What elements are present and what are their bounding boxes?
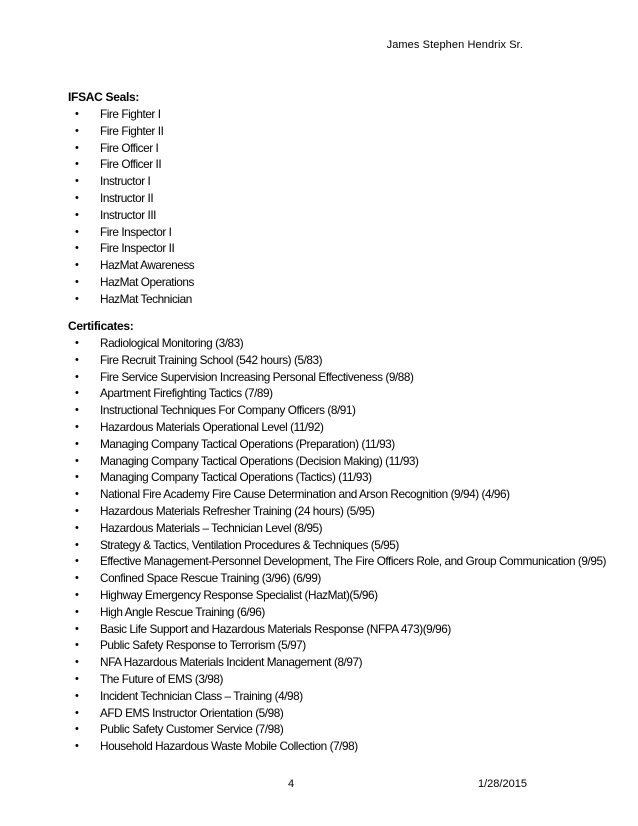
- bullet-icon: •: [75, 706, 79, 719]
- list-item-text: Instructor I: [100, 174, 151, 189]
- bullet-icon: •: [75, 454, 79, 467]
- list-item: [68, 291, 618, 308]
- list-item: [68, 224, 618, 241]
- list-item: [68, 453, 618, 470]
- list-item-text: Fire Fighter II: [100, 123, 164, 138]
- list-item: [68, 486, 618, 503]
- bullet-icon: •: [75, 437, 79, 450]
- list-item-text: Confined Space Rescue Training (3/96) (6/99): [100, 571, 321, 586]
- list-item: [68, 587, 618, 604]
- list-item: [68, 721, 618, 738]
- footer-date: 1/28/2015: [478, 778, 527, 790]
- bullet-icon: •: [75, 656, 79, 669]
- list-item-text: Managing Company Tactical Operations (Preparation) (11/93): [100, 436, 395, 451]
- list-item: [68, 604, 618, 621]
- list-item-text: Radiological Monitoring (3/83): [100, 336, 244, 350]
- bullet-icon: •: [75, 337, 79, 349]
- bullet-icon: •: [75, 124, 79, 137]
- bullet-icon: •: [75, 275, 79, 288]
- list-item-text: Instructional Techniques For Company Officers (8/91): [100, 403, 356, 418]
- bullet-icon: •: [75, 588, 79, 601]
- list-item-text: Hazardous Materials – Technician Level (8/95): [100, 520, 323, 535]
- list-item: [68, 688, 618, 705]
- list-item: [68, 106, 618, 123]
- bullet-icon: •: [75, 471, 79, 484]
- list-item-text: Fire Service Supervision Increasing Personal Effectiveness (9/88): [100, 369, 414, 384]
- list-item-text: HazMat Awareness: [100, 258, 195, 273]
- list-item: [68, 570, 618, 587]
- list-item-text: Basic Life Support and Hazardous Materials Response (NFPA 473)(9/96): [100, 621, 451, 636]
- bullet-icon: •: [75, 141, 79, 154]
- list-item-text: Fire Recruit Training School (542 hours) (5/83): [100, 352, 323, 367]
- bullet-icon: •: [75, 689, 79, 702]
- certificates-heading: Certificates:: [68, 319, 134, 333]
- list-item: [68, 553, 618, 570]
- list-item: [68, 140, 618, 157]
- bullet-icon: •: [75, 242, 79, 255]
- list-item: [68, 385, 618, 402]
- list-item: [68, 738, 618, 755]
- list-item-text: The Future of EMS (3/98): [100, 671, 223, 686]
- ifsac-seals-section: [68, 89, 618, 308]
- list-item-text: HazMat Operations: [100, 274, 194, 289]
- bullet-icon: •: [75, 370, 79, 383]
- bullet-icon: •: [75, 387, 79, 400]
- list-item: [68, 419, 618, 436]
- certificates-section: [68, 318, 618, 755]
- list-item-text: Highway Emergency Response Specialist (HazMat)(5/96): [100, 587, 378, 602]
- list-item-text: Instructor II: [100, 190, 154, 205]
- bullet-icon: •: [75, 639, 79, 652]
- list-item: [68, 671, 618, 688]
- list-item: [68, 537, 618, 554]
- list-item-text: High Angle Rescue Training (6/96): [100, 604, 265, 619]
- list-item: [68, 621, 618, 638]
- list-item-text: Hazardous Materials Refresher Training (24 hours) (5/95): [100, 503, 375, 518]
- list-item: [68, 436, 618, 453]
- bullet-icon: •: [75, 225, 79, 238]
- bullet-icon: •: [75, 672, 79, 685]
- header-author-name: James Stephen Hendrix Sr.: [386, 39, 523, 51]
- list-item-text: HazMat Technician: [100, 291, 192, 306]
- list-item-text: NFA Hazardous Materials Incident Management (8/97): [100, 655, 363, 670]
- footer-page-number: 4: [288, 778, 295, 790]
- list-item-text: Apartment Firefighting Tactics (7/89): [100, 386, 273, 401]
- list-item-text: Fire Inspector II: [100, 241, 175, 256]
- list-item: [68, 240, 618, 257]
- list-item-text: Managing Company Tactical Operations (Tactics) (11/93): [100, 470, 372, 485]
- list-item-text: Fire Fighter I: [100, 107, 161, 121]
- bullet-icon: •: [75, 605, 79, 618]
- list-item-text: Managing Company Tactical Operations (Decision Making) (11/93): [100, 453, 419, 468]
- list-item: [68, 520, 618, 537]
- bullet-icon: •: [75, 108, 79, 120]
- list-item: [68, 469, 618, 486]
- list-item-text: Fire Inspector I: [100, 224, 172, 239]
- bullet-icon: •: [75, 488, 79, 501]
- list-item: [68, 123, 618, 140]
- list-item: [68, 503, 618, 520]
- list-item-text: Public Safety Customer Service (7/98): [100, 722, 284, 737]
- list-item: [68, 369, 618, 386]
- bullet-icon: •: [75, 420, 79, 433]
- list-item-text: Effective Management-Personnel Development, The Fire Officers Role, and Group Communication (9/95): [100, 554, 607, 569]
- list-item-text: Instructor III: [100, 207, 156, 222]
- bullet-icon: •: [75, 259, 79, 272]
- list-item: [68, 173, 618, 190]
- list-item-text: Fire Officer I: [100, 140, 159, 155]
- list-item: [68, 274, 618, 291]
- list-item: [68, 207, 618, 224]
- list-item-text: Public Safety Response to Terrorism (5/97): [100, 638, 306, 653]
- list-item-text: Hazardous Materials Operational Level (11/92): [100, 419, 324, 434]
- list-item: [68, 156, 618, 173]
- list-item-text: Strategy & Tactics, Ventilation Procedures & Techniques (5/95): [100, 537, 399, 552]
- list-item-text: Household Hazardous Waste Mobile Collection (7/98): [100, 739, 358, 754]
- list-item: [68, 190, 618, 207]
- list-item: [68, 352, 618, 369]
- bullet-icon: •: [75, 175, 79, 188]
- bullet-icon: •: [75, 622, 79, 635]
- certificates-list: [68, 335, 618, 755]
- list-item: [68, 637, 618, 654]
- list-item: [68, 257, 618, 274]
- list-item-text: AFD EMS Instructor Orientation (5/98): [100, 705, 284, 720]
- bullet-icon: •: [75, 521, 79, 534]
- list-item: [68, 402, 618, 419]
- bullet-icon: •: [75, 158, 79, 171]
- ifsac-seals-heading: IFSAC Seals:: [68, 90, 140, 104]
- bullet-icon: •: [75, 723, 79, 736]
- bullet-icon: •: [75, 292, 79, 305]
- bullet-icon: •: [75, 555, 79, 568]
- list-item-text: Fire Officer II: [100, 157, 162, 172]
- list-item: [68, 335, 618, 352]
- list-item: [68, 705, 618, 722]
- bullet-icon: •: [75, 208, 79, 221]
- bullet-icon: •: [75, 353, 79, 366]
- list-item: [68, 654, 618, 671]
- ifsac-seals-list: [68, 106, 618, 308]
- bullet-icon: •: [75, 740, 79, 753]
- bullet-icon: •: [75, 504, 79, 517]
- bullet-icon: •: [75, 538, 79, 551]
- bullet-icon: •: [75, 404, 79, 417]
- bullet-icon: •: [75, 191, 79, 204]
- list-item-text: National Fire Academy Fire Cause Determination and Arson Recognition (9/94) (4/96): [100, 487, 510, 502]
- bullet-icon: •: [75, 572, 79, 585]
- list-item-text: Incident Technician Class – Training (4/98): [100, 688, 303, 703]
